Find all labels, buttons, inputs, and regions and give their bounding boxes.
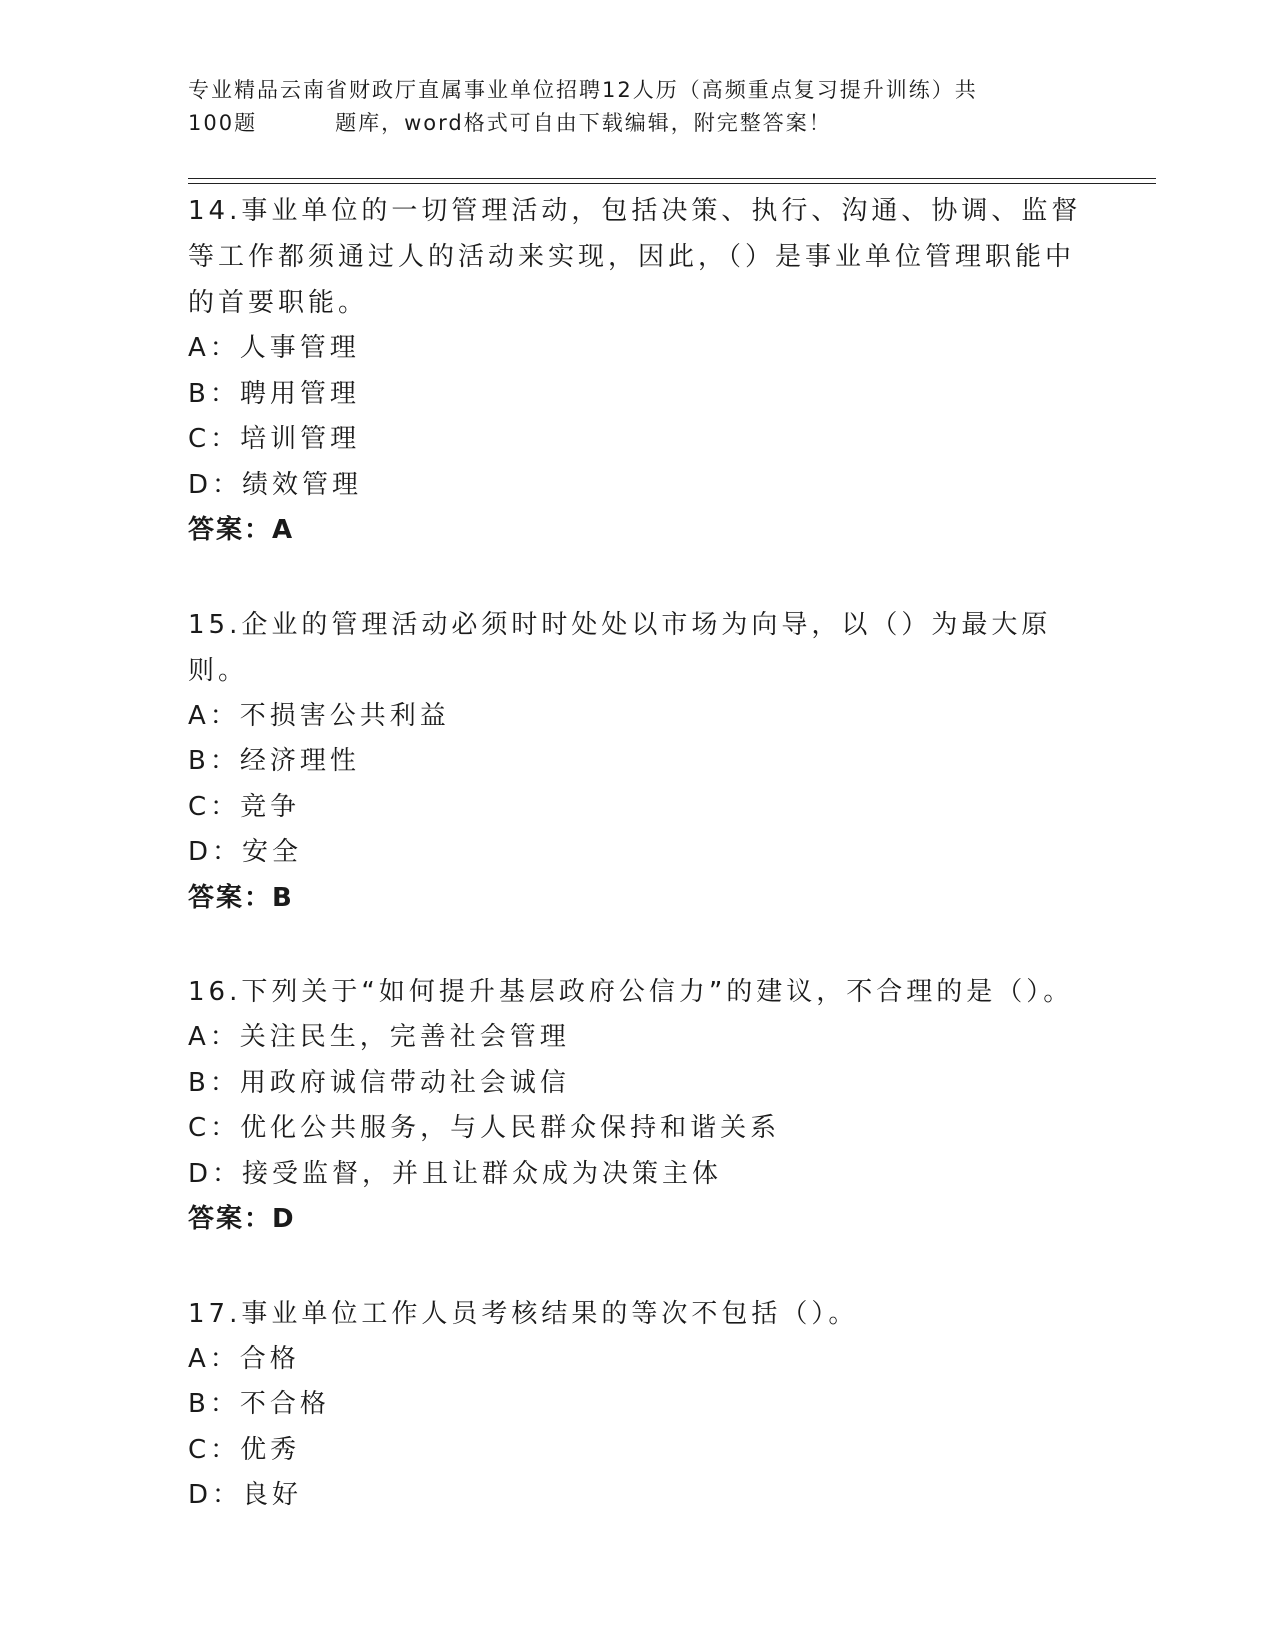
option-d: D：良好 xyxy=(188,1480,303,1510)
question-stem: 14.事业单位的一切管理活动，包括决策、执行、沟通、协调、监督等工作都须通过人的活动来实现，因此，（）是事业单位管理职能中的首要职能。 xyxy=(188,196,1082,318)
option-d: D：接受监督，并且让群众成为决策主体 xyxy=(188,1158,723,1189)
header-title-line-2 xyxy=(188,107,1068,140)
header-question-count: 100题 xyxy=(188,111,258,135)
question-item-15 xyxy=(188,602,1088,922)
option-c: C：优秀 xyxy=(188,1434,301,1465)
option-d: D：安全 xyxy=(188,837,303,867)
header-divider-top xyxy=(188,178,1156,179)
option-a: A：关注民生，完善社会管理 xyxy=(188,1022,570,1052)
header-description: 题库，word格式可自由下载编辑，附完整答案！ xyxy=(335,111,832,135)
question-stem: 17.事业单位工作人员考核结果的等次不包括（）。 xyxy=(188,1298,859,1329)
answer-line: 答案：A xyxy=(188,515,295,545)
question-item-16 xyxy=(188,969,1088,1243)
question-stem: 16.下列关于“如何提升基层政府公信力”的建议，不合理的是（）。 xyxy=(188,977,1074,1007)
answer-line: 答案：D xyxy=(188,1204,296,1234)
option-d: D：绩效管理 xyxy=(188,469,363,500)
header-divider-bottom xyxy=(188,183,1156,184)
option-c: C：优化公共服务，与人民群众保持和谐关系 xyxy=(188,1113,781,1143)
document-header xyxy=(188,74,1068,140)
header-title-line-1: 专业精品云南省财政厅直属事业单位招聘12人历（高频重点复习提升训练）共 xyxy=(188,78,978,102)
option-c: C：培训管理 xyxy=(188,424,361,454)
option-a: A：人事管理 xyxy=(188,333,360,363)
question-list xyxy=(188,188,1088,1567)
option-a: A：不损害公共利益 xyxy=(188,700,450,731)
answer-line: 答案：B xyxy=(188,882,294,913)
question-item-14 xyxy=(188,188,1088,554)
option-a: A：合格 xyxy=(188,1343,300,1374)
question-item-17 xyxy=(188,1291,1088,1519)
option-b: B：经济理性 xyxy=(188,746,360,776)
option-b: B：聘用管理 xyxy=(188,378,360,409)
option-c: C：竞争 xyxy=(188,791,301,822)
option-b: B：用政府诚信带动社会诚信 xyxy=(188,1067,570,1098)
option-b: B：不合格 xyxy=(188,1389,330,1419)
question-stem: 15.企业的管理活动必须时时处处以市场为向导，以（）为最大原则。 xyxy=(188,609,1052,686)
